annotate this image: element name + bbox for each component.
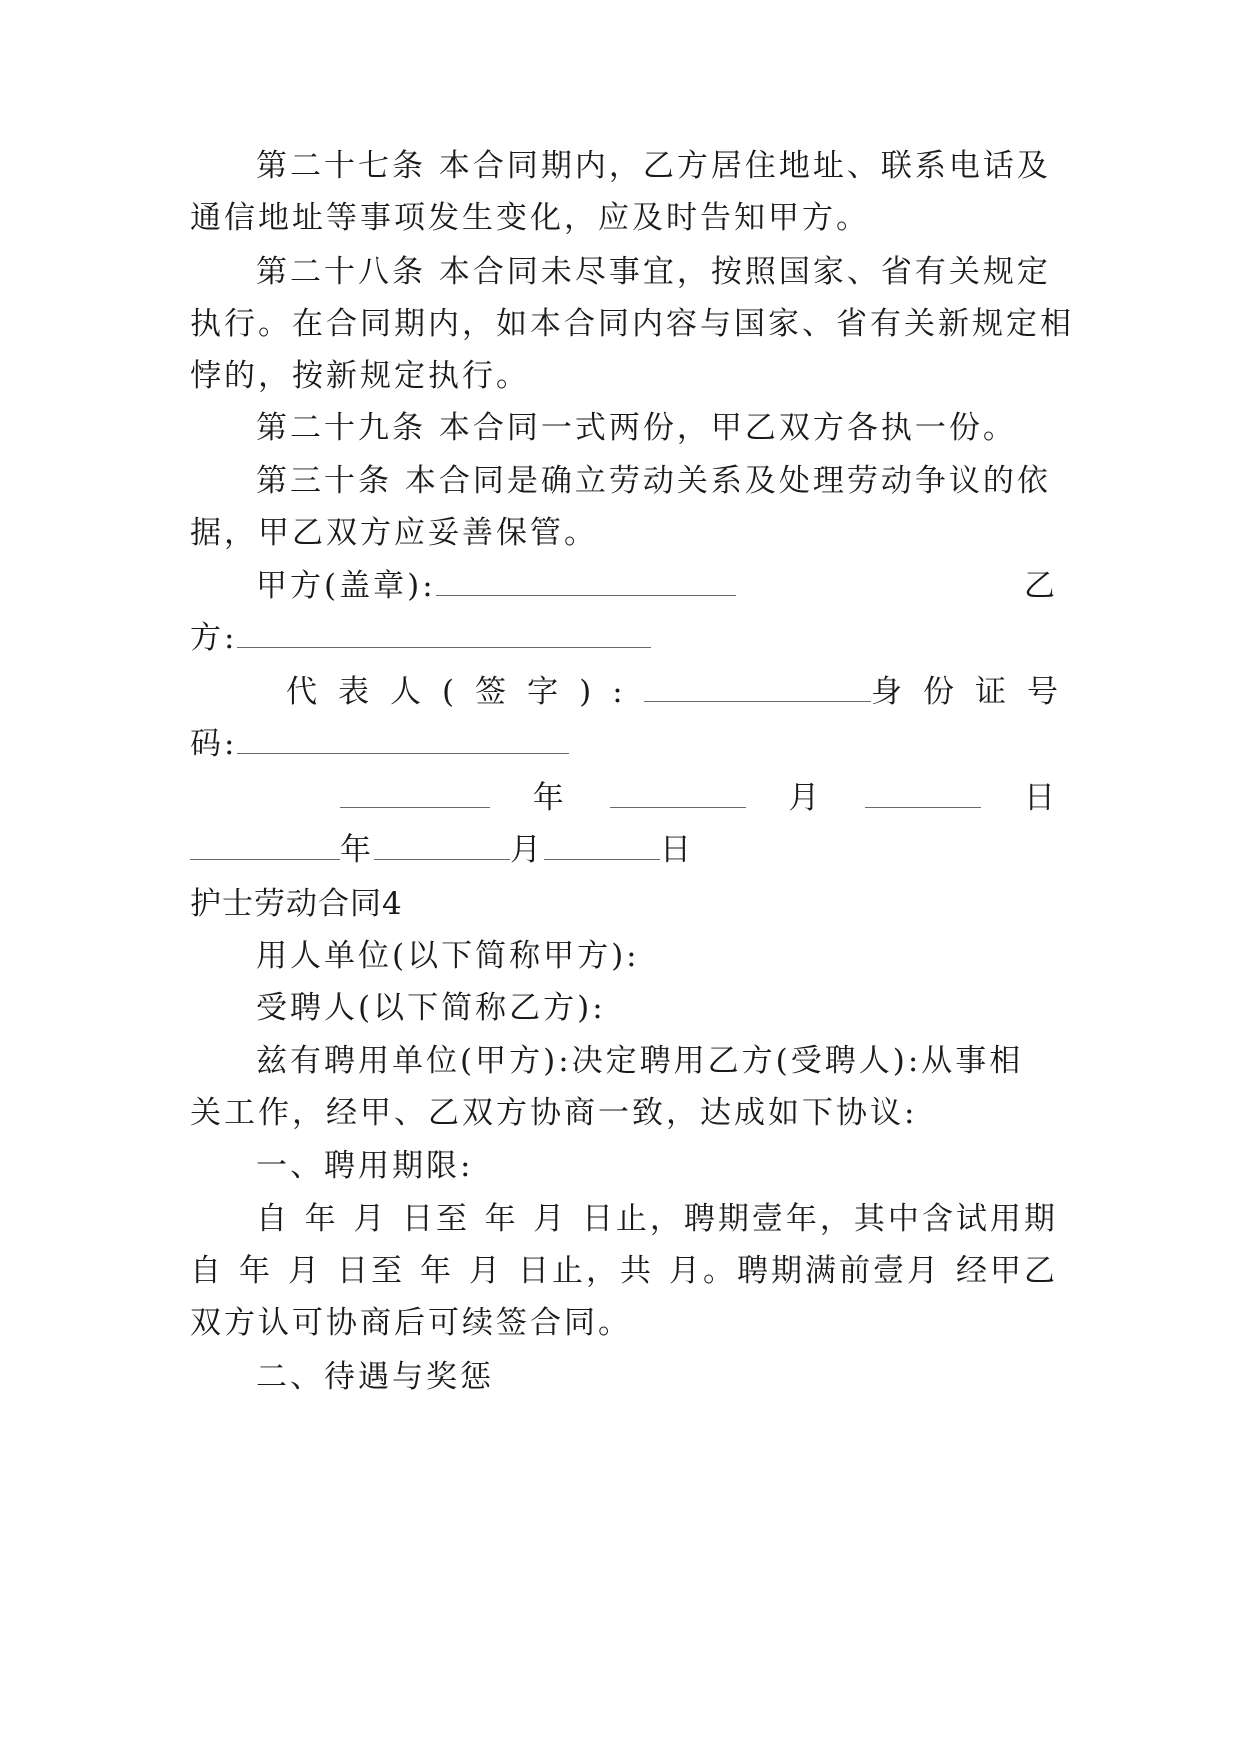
section-2-title: 二、待遇与奖惩 — [256, 1359, 494, 1395]
article-29-line-1 — [256, 398, 1058, 458]
term-2-total: 日止，共 — [518, 1253, 654, 1289]
term-1-from: 自 — [256, 1201, 290, 1237]
article-27-line-1 — [256, 136, 1058, 196]
id-number-label-part2: 码: — [190, 726, 238, 762]
article-30-line-2: 据，甲乙双方应妥善保管。 — [190, 515, 598, 551]
intro-line-2: 关工作，经甲、乙双方协商一致，达成如下协议: — [190, 1095, 918, 1131]
term-2-month-b: 月 — [469, 1253, 503, 1289]
term-1-day-to: 日至 — [401, 1201, 470, 1237]
article-28-text: 本合同未尽事宜，按照国家、省有关规定 — [438, 254, 1051, 290]
id-number-blank — [237, 719, 569, 754]
employee-line: 受聘人(以下简称乙方): — [256, 990, 606, 1026]
article-27-number: 第二十七条 — [256, 148, 426, 184]
party-b-month-label: 月 — [510, 832, 544, 868]
article-28-line-3: 悖的，按新规定执行。 — [190, 358, 530, 394]
party-b-blank — [237, 613, 651, 648]
party-b-day-blank — [544, 825, 660, 860]
article-28-number: 第二十八条 — [256, 254, 426, 290]
intro-line-1: 兹有聘用单位(甲方):决定聘用乙方(受聘人):从事相 — [256, 1043, 1024, 1079]
party-a-label: 甲方(盖章): — [256, 568, 436, 604]
term-2-month-a: 月 — [288, 1253, 322, 1289]
term-2-from: 自 — [190, 1253, 224, 1289]
term-1-year-a: 年 — [304, 1201, 339, 1237]
party-b-year-label: 年 — [340, 832, 374, 868]
party-b-year-blank — [190, 825, 340, 860]
article-28-line-1 — [256, 242, 1058, 302]
term-line-2 — [190, 1241, 1058, 1301]
term-1-year-b: 年 — [484, 1201, 519, 1237]
employer-line: 用人单位(以下简称甲方): — [256, 938, 640, 974]
article-30-line-1 — [256, 451, 1058, 511]
party-a-year-blank — [340, 773, 490, 808]
term-1-rest: 日止，聘期壹年，其中含试用期 — [581, 1201, 1058, 1237]
party-b-month-blank — [374, 825, 510, 860]
article-30-text: 本合同是确立劳动关系及处理劳动争议的依 — [404, 463, 1051, 499]
party-b-label-part1: 乙 — [1024, 568, 1058, 604]
term-1-month-a: 月 — [353, 1201, 388, 1237]
representative-line — [286, 662, 1079, 722]
party-a-day-blank — [865, 773, 981, 808]
party-b-signature-line — [190, 608, 1058, 668]
party-b-label-part2: 方: — [190, 620, 238, 656]
article-28-line-2: 执行。在合同期内，如本合同内容与国家、省有关新规定相 — [190, 306, 1074, 342]
representative-label: 代表人(签字): — [286, 674, 644, 710]
term-line-3: 双方认可协商后可续签合同。 — [190, 1305, 632, 1341]
party-b-date-line — [190, 820, 1058, 880]
id-number-label-part1: 身份证号 — [871, 674, 1079, 710]
term-2-year-b: 年 — [420, 1253, 454, 1289]
article-27-text: 本合同期内，乙方居住地址、联系电话及 — [438, 148, 1051, 184]
party-a-blank — [436, 561, 736, 596]
term-2-year-a: 年 — [239, 1253, 273, 1289]
contract-4-title: 护士劳动合同4 — [190, 886, 403, 922]
party-a-month-label: 月 — [788, 780, 823, 816]
term-1-month-b: 月 — [533, 1201, 568, 1237]
party-a-month-blank — [610, 773, 746, 808]
party-b-day-label: 日 — [660, 832, 694, 868]
article-27-line-2: 通信地址等事项发生变化，应及时告知甲方。 — [190, 200, 870, 236]
party-a-signature-line — [256, 556, 1058, 616]
article-29-number: 第二十九条 — [256, 410, 426, 446]
term-line-1 — [256, 1189, 1058, 1249]
representative-blank — [644, 667, 871, 702]
id-number-line — [190, 714, 1058, 774]
section-1-title: 一、聘用期限: — [256, 1148, 474, 1184]
party-a-date-line — [340, 768, 1058, 828]
article-29-text: 本合同一式两份，甲乙双方各执一份。 — [438, 410, 1017, 446]
party-a-day-label: 日 — [1023, 780, 1058, 816]
term-2-renewal: 月。聘期满前壹月 — [669, 1253, 941, 1289]
term-2-day-to: 日至 — [337, 1253, 405, 1289]
term-2-parties: 经甲乙 — [956, 1253, 1058, 1289]
party-a-year-label: 年 — [532, 780, 567, 816]
article-30-number: 第三十条 — [256, 463, 392, 499]
